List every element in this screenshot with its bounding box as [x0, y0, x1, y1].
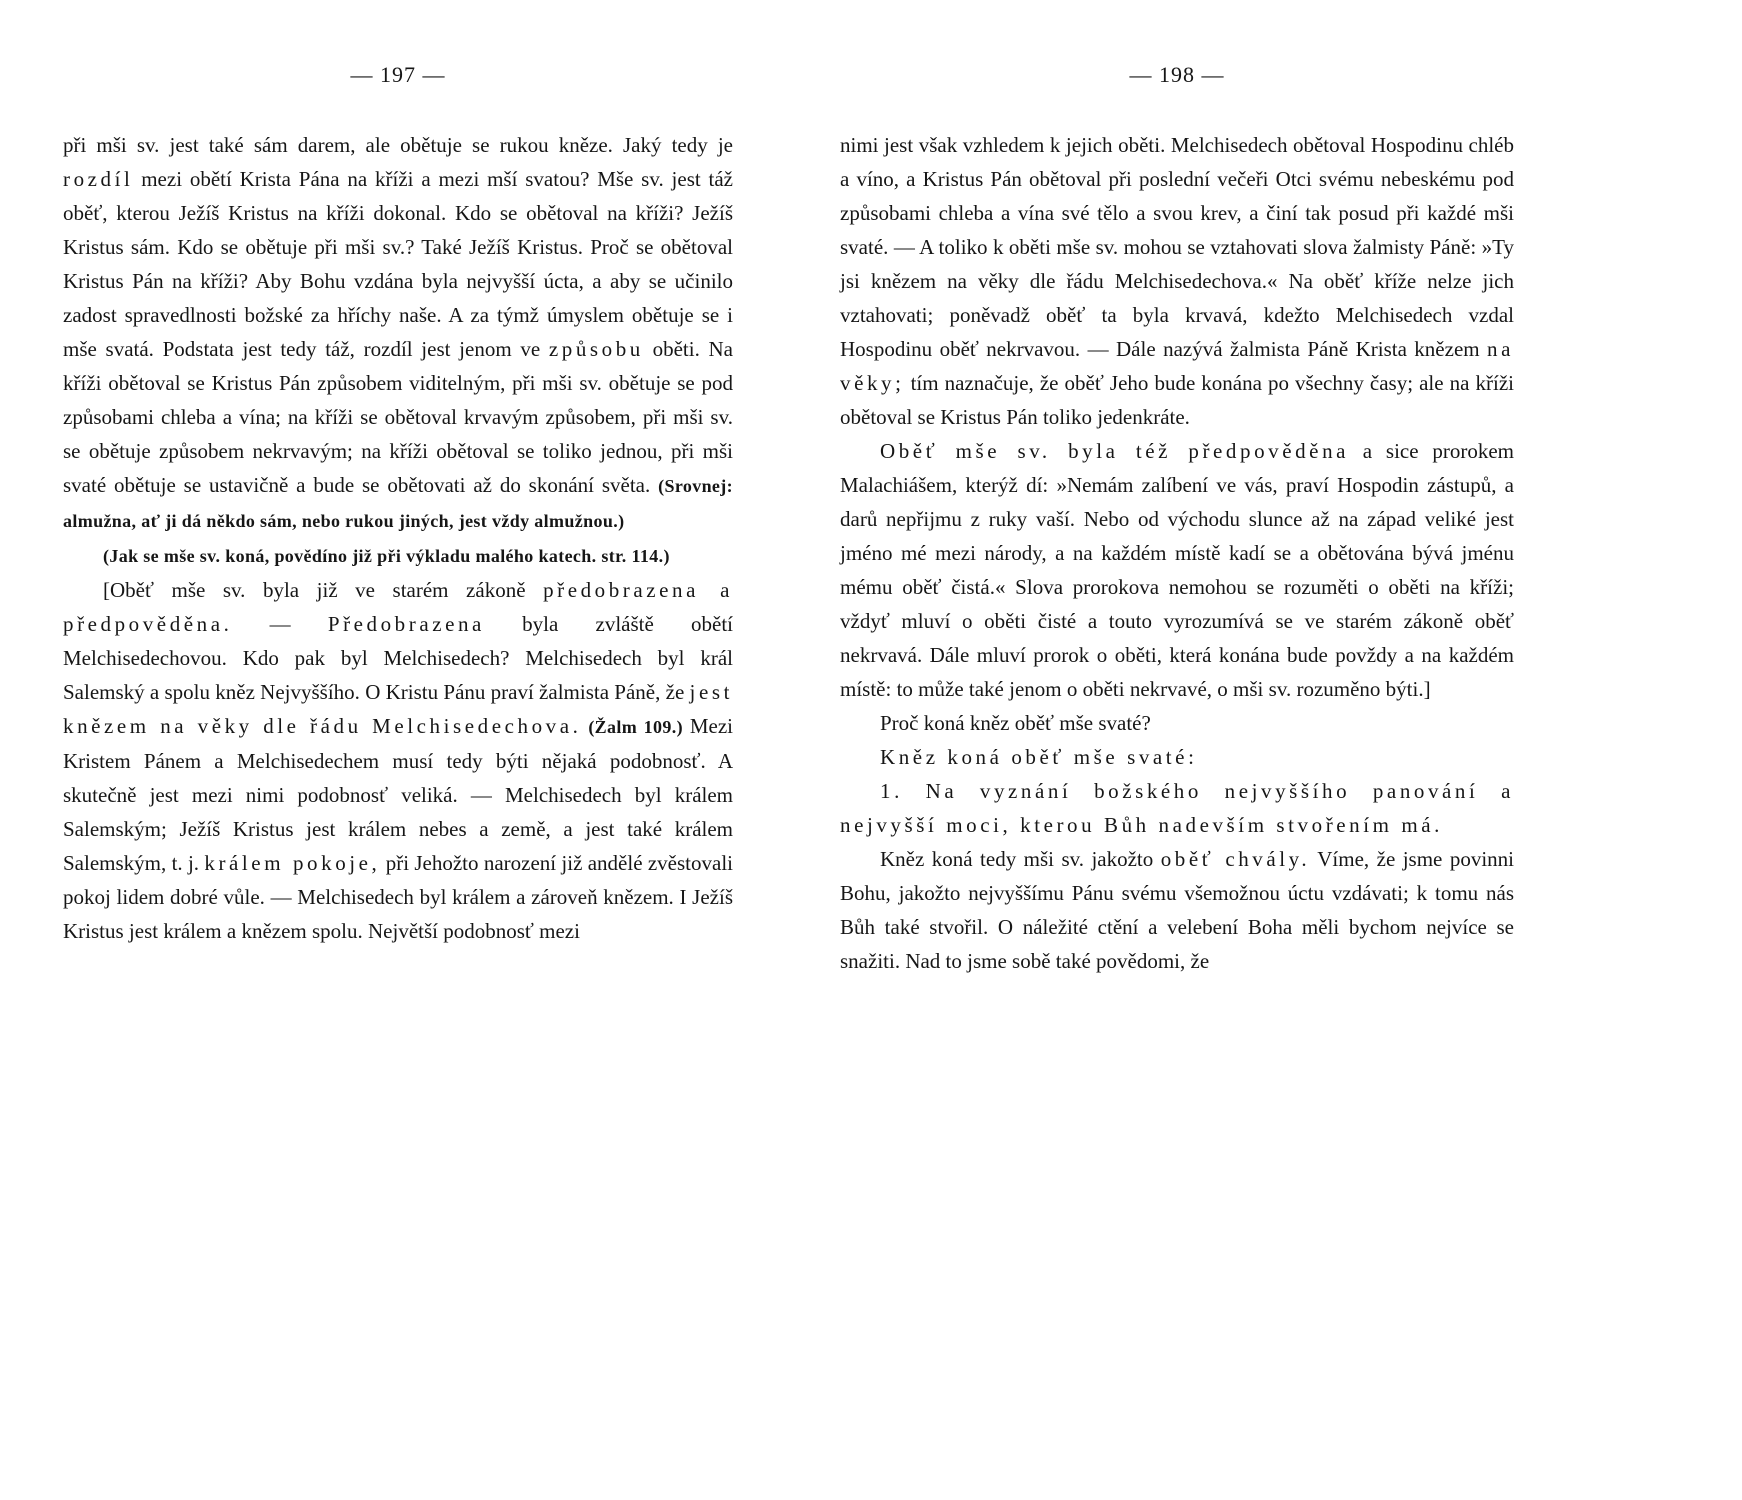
text-segment: předobrazena a předpověděna. — [63, 578, 733, 636]
text-segment: Předobrazena — [327, 612, 485, 636]
text-segment: (Srovnej: almužna, ať ji dá někdo sám, nebo rukou jiných, jest vždy almužnou.) — [63, 476, 733, 531]
text-segment: — — [232, 612, 328, 636]
paragraph — [840, 128, 1514, 434]
text-segment: oběti. Na kříži obětoval se Kristus Pán způsobem viditelným, při mši sv. obětuje se pod způsobami chleba a vína; na kříži se obětoval krvavým způsobem, při mši sv. se obětuje způsobem nekrvavým; na kříži obětoval se toliko jednou, při mši svaté obětuje se ustavičně a bude se obětovati až do skonání světa. — [63, 337, 733, 497]
paragraph — [840, 842, 1514, 978]
text-segment: mezi obětí Krista Pána na kříži a mezi mší svatou? Mše sv. jest táž oběť, kterou Ježíš Kristus na kříži dokonal. Kdo se obětoval na kříži? Ježíš Kristus sám. Kdo se obětuje při mši sv.? Také Ježíš Kristus. Proč se obětoval Kristus Pán na kříži? Aby Bohu vzdána byla nejvyšší úcta, a aby se učinilo zadost spravedlnosti božské za hříchy naše. A za týmž úmyslem obětuje se i mše svatá. Podstata jest tedy táž, rozdíl jest jenom ve — [63, 167, 733, 361]
text-segment: Proč koná kněz oběť mše svaté? — [880, 711, 1151, 735]
paragraph — [840, 774, 1514, 842]
paragraph — [63, 573, 733, 948]
text-segment: jest knězem na věky dle řádu Melchisedechova. — [63, 680, 733, 738]
text-segment: Oběť mše sv. byla též předpověděna — [880, 439, 1350, 463]
page-body — [840, 128, 1514, 978]
text-segment: Mezi Kristem Pánem a Melchisedechem musí tedy býti nějaká podobnosť. A skutečně jest mezi nimi podobnosť veliká. — Melchisedech byl králem Salemským; Ježíš Kristus jest králem nebes a země, a jest také králem Salemským, t. j. — [63, 714, 733, 875]
text-segment: Kněz koná tedy mši sv. jakožto — [880, 847, 1161, 871]
text-segment: tím naznačuje, že oběť Jeho bude konána po všechny časy; ale na kříži obětoval se Kristus Pán toliko jedenkráte. — [840, 371, 1514, 429]
text-segment: (Jak se mše sv. koná, povědíno již při výkladu malého katech. str. 114.) — [103, 546, 670, 566]
paragraph — [840, 434, 1514, 706]
text-segment: [Oběť mše sv. byla již ve starém zákoně — [103, 578, 544, 602]
text-segment: Kněz koná oběť mše svaté: — [880, 745, 1198, 769]
text-segment: způsobu — [548, 337, 644, 361]
text-segment: při Jehožto narození již andělé zvěstovali pokoj lidem dobré vůle. — Melchisedech byl králem a zároveň knězem. I Ježíš Kristus jest králem a knězem spolu. Největší podobnosť mezi — [63, 851, 733, 943]
text-segment: rozdíl — [63, 167, 134, 191]
paragraph — [63, 538, 733, 573]
page-body — [63, 128, 733, 948]
page-number: — 197 — — [350, 62, 446, 87]
paragraph — [63, 128, 733, 538]
text-segment: (Žalm 109.) — [588, 717, 683, 737]
book-page-197 — [63, 62, 733, 948]
text-segment: oběť chvály. — [1160, 847, 1311, 871]
text-segment: při mši sv. jest také sám darem, ale obětuje se rukou kněze. Jaký tedy je — [63, 133, 733, 157]
text-segment: 1. Na vyznání božského nejvyššího panování a nejvyšší moci, kterou Bůh nadevším stvořením má. — [840, 779, 1514, 837]
paragraph — [840, 706, 1514, 740]
text-segment: Víme, že jsme povinni Bohu, jakožto nejvyššímu Pánu svému všemožnou úctu vzdávati; k tomu nás Bůh také stvořil. O náležité ctění a velebení Boha měli bychom nejvíce se snažiti. Nad to jsme sobě také povědomi, že — [840, 847, 1515, 973]
text-segment: králem pokoje, — [204, 851, 381, 875]
text-segment: nimi jest však vzhledem k jejich oběti. Melchisedech obětoval Hospodinu chléb a víno, a Kristus Pán obětoval při poslední večeři Otci svému nebeskému pod způsobami chleba a vína své tělo a svou krev, a činí tak posud při každé mši svaté. — A toliko k oběti mše sv. mohou se vztahovati slova žalmisty Páně: »Ty jsi knězem na věky dle řádu Melchisedechova.« Na oběť kříže nelze jich vztahovati; poněvadž oběť ta byla krvavá, kdežto Melchisedech vzdal Hospodinu oběť nekrvavou. — Dále nazývá žalmista Páně Krista knězem — [840, 133, 1514, 361]
text-segment: a sice prorokem Malachiášem, kterýž dí: »Nemám zalíbení ve vás, praví Hospodin zástupů, a darů nepřijmu z ruky vaší. Nebo od východu slunce až na západ veliké jest jméno mé mezi národy, a na každém místě kadí se a obětována bývá jménu mému oběť čistá.« Slova prorokova nemohou se rozuměti o oběti na kříži; vždyť mluví o oběti čisté a touto vyrozumívá se ve starém zákoně oběť nekrvavá. Dále mluví prorok o oběti, která konána bude povždy a na každém místě: to může také jenom o oběti nekrvavé, o mši sv. rozuměno býti.] — [840, 439, 1514, 701]
paragraph — [840, 740, 1514, 774]
text-segment: byla zvláště obětí Melchisedechovou. Kdo pak byl Melchisedech? Melchisedech byl král Salemský a spolu kněz Nejvyššího. O Kristu Pánu praví žalmista Páně, že — [63, 612, 734, 704]
book-page-198 — [840, 62, 1514, 978]
text-segment: na věky; — [840, 337, 1514, 395]
page-number: — 198 — — [1129, 62, 1225, 87]
